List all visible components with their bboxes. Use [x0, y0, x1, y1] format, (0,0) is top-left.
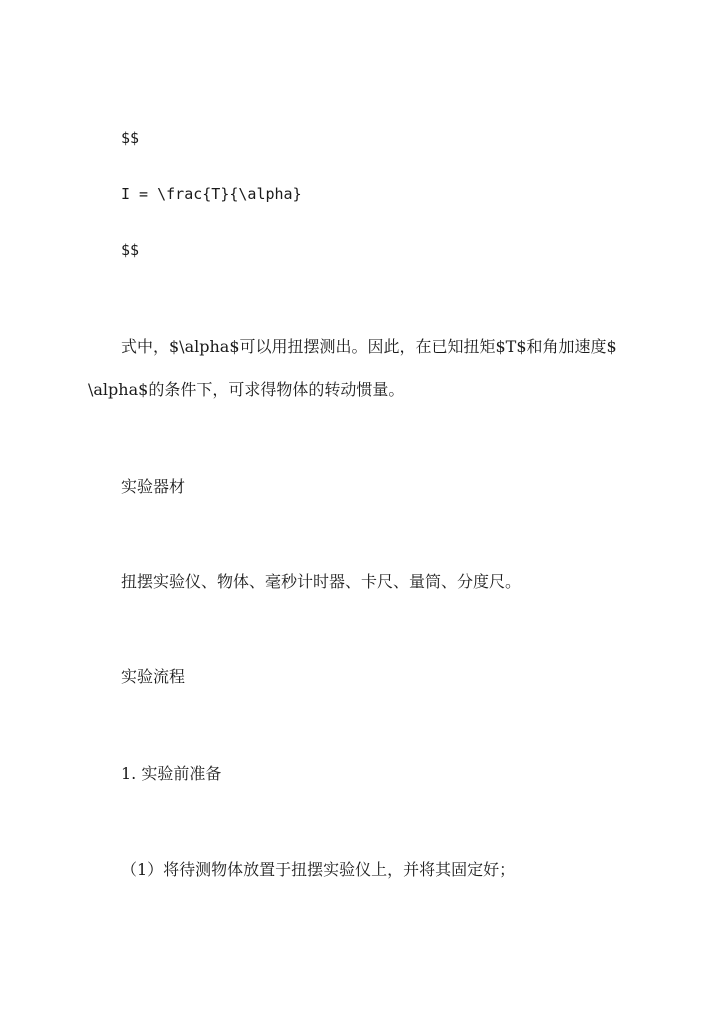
procedure-step-1-1: （1）将待测物体放置于扭摆实验仪上，并将其固定好； — [121, 860, 516, 879]
paragraph-line-1: 式中，$\alpha$可以用扭摆测出。因此，在已知扭矩$T$和角加速度$ — [121, 337, 617, 356]
paragraph-line-2: \alpha$的条件下，可求得物体的转动惯量。 — [88, 380, 405, 399]
procedure-step-1: 1. 实验前准备 — [121, 764, 222, 783]
formula-body: I = \frac{T}{\alpha} — [121, 185, 302, 203]
heading-procedure: 实验流程 — [121, 667, 186, 686]
formula-close-delimiter: $$ — [121, 241, 140, 259]
equipment-list: 扭摆实验仪、物体、毫秒计时器、卡尺、量筒、分度尺。 — [121, 572, 522, 591]
heading-equipment: 实验器材 — [121, 477, 186, 496]
formula-open-delimiter: $$ — [121, 129, 140, 147]
